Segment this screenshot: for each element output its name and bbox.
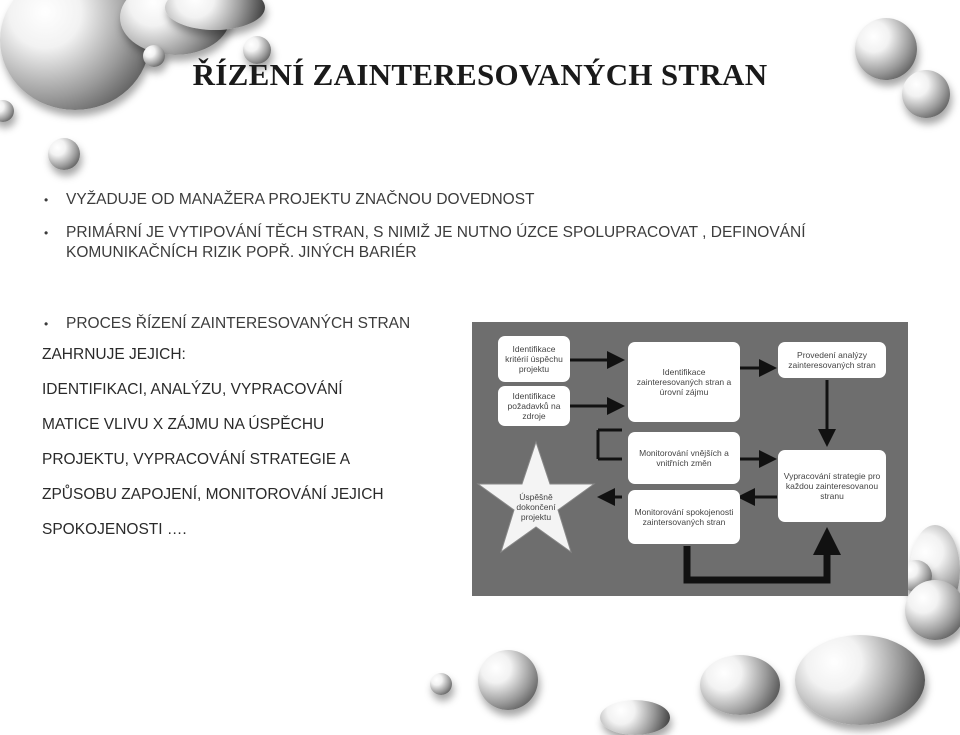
water-drop-decoration — [0, 100, 14, 122]
diagram-box-criteria: Identifikace kritérií úspěchu projektu — [498, 336, 570, 382]
diagram-box-monitor-changes: Monitorování vnějších a vnitřních změn — [628, 432, 740, 484]
slide-title: ŘÍZENÍ ZAINTERESOVANÝCH STRAN — [192, 57, 768, 92]
water-drop-decoration — [430, 673, 452, 695]
diagram-box-analysis: Provedení analýzy zainteresovaných stran — [778, 342, 886, 378]
diagram-box-identification: Identifikace zainteresovaných stran a úrovní zájmu — [628, 342, 740, 422]
process-description — [42, 345, 472, 555]
water-drop-decoration — [600, 700, 670, 735]
diagram-box-requirements: Identifikace požadavků na zdroje — [498, 386, 570, 426]
water-drop-decoration — [795, 635, 925, 725]
diagram-box-monitor-satisfaction: Monitorování spokojenosti zaintersovaných stran — [628, 490, 740, 544]
paragraph-line: ZAHRNUJE JEJICH: — [42, 346, 186, 363]
paragraph-line: IDENTIFIKACI, ANALÝZU, VYPRACOVÁNÍ — [42, 381, 343, 398]
diagram-box-strategy: Vypracování strategie pro každou zainteresovanou stranu — [778, 450, 886, 522]
water-drop-decoration — [905, 580, 960, 640]
water-drop-decoration — [478, 650, 538, 710]
bullet-item: • PRIMÁRNÍ JE VYTIPOVÁNÍ TĚCH STRAN, S NIMIŽ JE NUTNO ÚZCE SPOLUPRACOVAT , DEFINOVÁNÍ KOMUNIKAČNÍCH RIZIK POPŘ. JINÝCH BARIÉR — [44, 223, 826, 263]
bullet-item: • VYŽADUJE OD MANAŽERA PROJEKTU ZNAČNOU DOVEDNOST — [44, 190, 535, 210]
paragraph-line: PROJEKTU, VYPRACOVÁNÍ STRATEGIE A — [42, 451, 351, 468]
water-drop-decoration — [700, 655, 780, 715]
diagram-star-label: Úspěšně dokončení projektu — [516, 492, 556, 522]
bullet-item: • PROCES ŘÍZENÍ ZAINTERESOVANÝCH STRAN — [44, 314, 410, 334]
water-drop-decoration — [48, 138, 80, 170]
process-diagram — [472, 322, 908, 596]
paragraph-line: MATICE VLIVU X ZÁJMU NA ÚSPĚCHU — [42, 416, 325, 433]
paragraph-line: SPOKOJENOSTI …. — [42, 521, 187, 538]
paragraph-line: ZPŮSOBU ZAPOJENÍ, MONITOROVÁNÍ JEJICH — [42, 486, 384, 503]
